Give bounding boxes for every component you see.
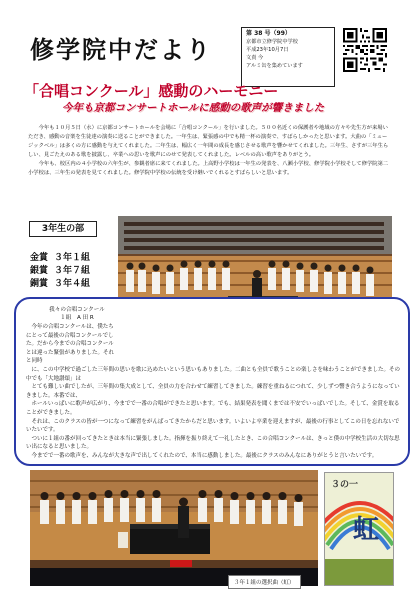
illustration-title: 虹: [353, 515, 380, 545]
reflection-line: 今までで一番の歌声を、みんなが大きな声で出してくれたので、本当に感動しました。最後にクラスのみんなにありがとうと言いたいです。: [31, 452, 378, 459]
issue-info-box: [241, 27, 335, 87]
qr-code: [343, 28, 387, 72]
reflection-line: ついに１組の番が回ってきたときは本当に緊張しました。指揮を振り終えて一礼したとき、この合唱コンクールは、きっと僕の中学校生活の大切な思い出になると思いました。: [26, 435, 400, 451]
photo-2-caption: ３年１組の選択曲（虹）: [228, 575, 301, 589]
award-gold: [30, 252, 90, 265]
reflection-heading: 我々の合唱コンクール: [49, 307, 105, 313]
choir-photo-2: [30, 470, 318, 586]
reflection-line: に、この中学校で過ごした三年間の思いを歌に込めたいという思いもありました。二曲とも全員で歌うことの楽しさを味わうことができました。その中でも「大地讃頌」は: [26, 366, 401, 382]
masthead-title: 修学院中だより: [30, 36, 212, 64]
headline: 「合唱コンクール」感動のハーモニー: [24, 82, 279, 100]
subheadline: 今年も京都コンサートホールに感動の歌声が響きました: [62, 102, 325, 114]
student-reflection-box: [14, 297, 410, 466]
medal-label: 銀賞: [30, 266, 49, 276]
award-bronze: [30, 278, 90, 291]
reflection-heading-block: [28, 306, 126, 322]
intro-paragraph: 今年も、校区内の４小学校の六年生が、参観者席に来てくれました。上高野小学校は一年生の発表を、八瀬小学校、修学院小学校そして修学院第二小学校は、三年生の発表を見てくれました。修学院中学校の伝統を受け継いでくれるとすばらしいと思います。: [28, 161, 389, 176]
school-name: 京都市立修学院中学校: [246, 39, 298, 45]
reflection-line: それは、このクラスの皆が一つになって練習をがんばってきたからだと思います。いよいよ卒業を迎えますが、最後の行事としてこの日を忘れないでいたいです。: [26, 418, 400, 434]
publisher: 文責 今: [246, 55, 264, 61]
class-label: ３年７組: [54, 266, 91, 276]
reflection-line: 今年の合唱コンクールは、僕たちにとって最後の合唱コンクールでした。だから今までの合唱コンクールとは違った緊張がありました。それと同時: [26, 324, 115, 365]
award-list: [30, 252, 90, 291]
reflection-line: ホールいっぱいに歌声が広がり、今までで一番の合唱ができたと思います。でも、結果発表を聞くまでは不安でいっぱいでした。そして、金賞を取ることができました。: [26, 401, 400, 416]
issue-number: 第 38 号（99）: [246, 30, 291, 37]
intro-paragraph: 今年も１０月５日（水）に京都コンサートホールを会場に「合唱コンクール」を行いました。５００名近くの保護者や地域の方々や先生方が来場いただき、感動の音楽を生徒達の演奏に送ることができました。一年生は、緊張感の中でも精一杯の演奏で、すばらしかったと思います。大曲の「ミュージックベル」は多くの方に感動を与えてくれました。二年生は、幅広く一年間の成長を感じさせる歌声を響かせてくれました。三年生、さすが三年生らしい、見ごたえのある歌を披露し、卒業への思いを歌声にのせて発表してくれました。レベルの高い歌声をありがとう。: [28, 125, 389, 158]
reflection-body: [26, 323, 402, 461]
medal-label: 銅賞: [30, 279, 49, 289]
issue-date: 平成23年10月7日: [246, 47, 289, 53]
rainbow-illustration: [324, 472, 394, 586]
grade-label: 3年生の部: [29, 221, 97, 237]
intro-text: [28, 124, 392, 178]
illustration-class: ３の一: [331, 480, 359, 490]
class-label: ３年４組: [54, 279, 91, 289]
reflection-line: とても難しい曲でしたが、三年間の集大成として、全員の力を合わせて練習してきました。練習を重ねるにつれて、少しずつ響き合うようになっていきました。本番では、: [26, 384, 400, 399]
recycling-note: アルミ缶を集めています: [246, 63, 303, 69]
class-label: ３年１組: [54, 253, 91, 263]
reflection-author: １組 A 田 R: [60, 315, 94, 321]
medal-label: 金賞: [30, 253, 49, 263]
award-silver: [30, 265, 90, 278]
